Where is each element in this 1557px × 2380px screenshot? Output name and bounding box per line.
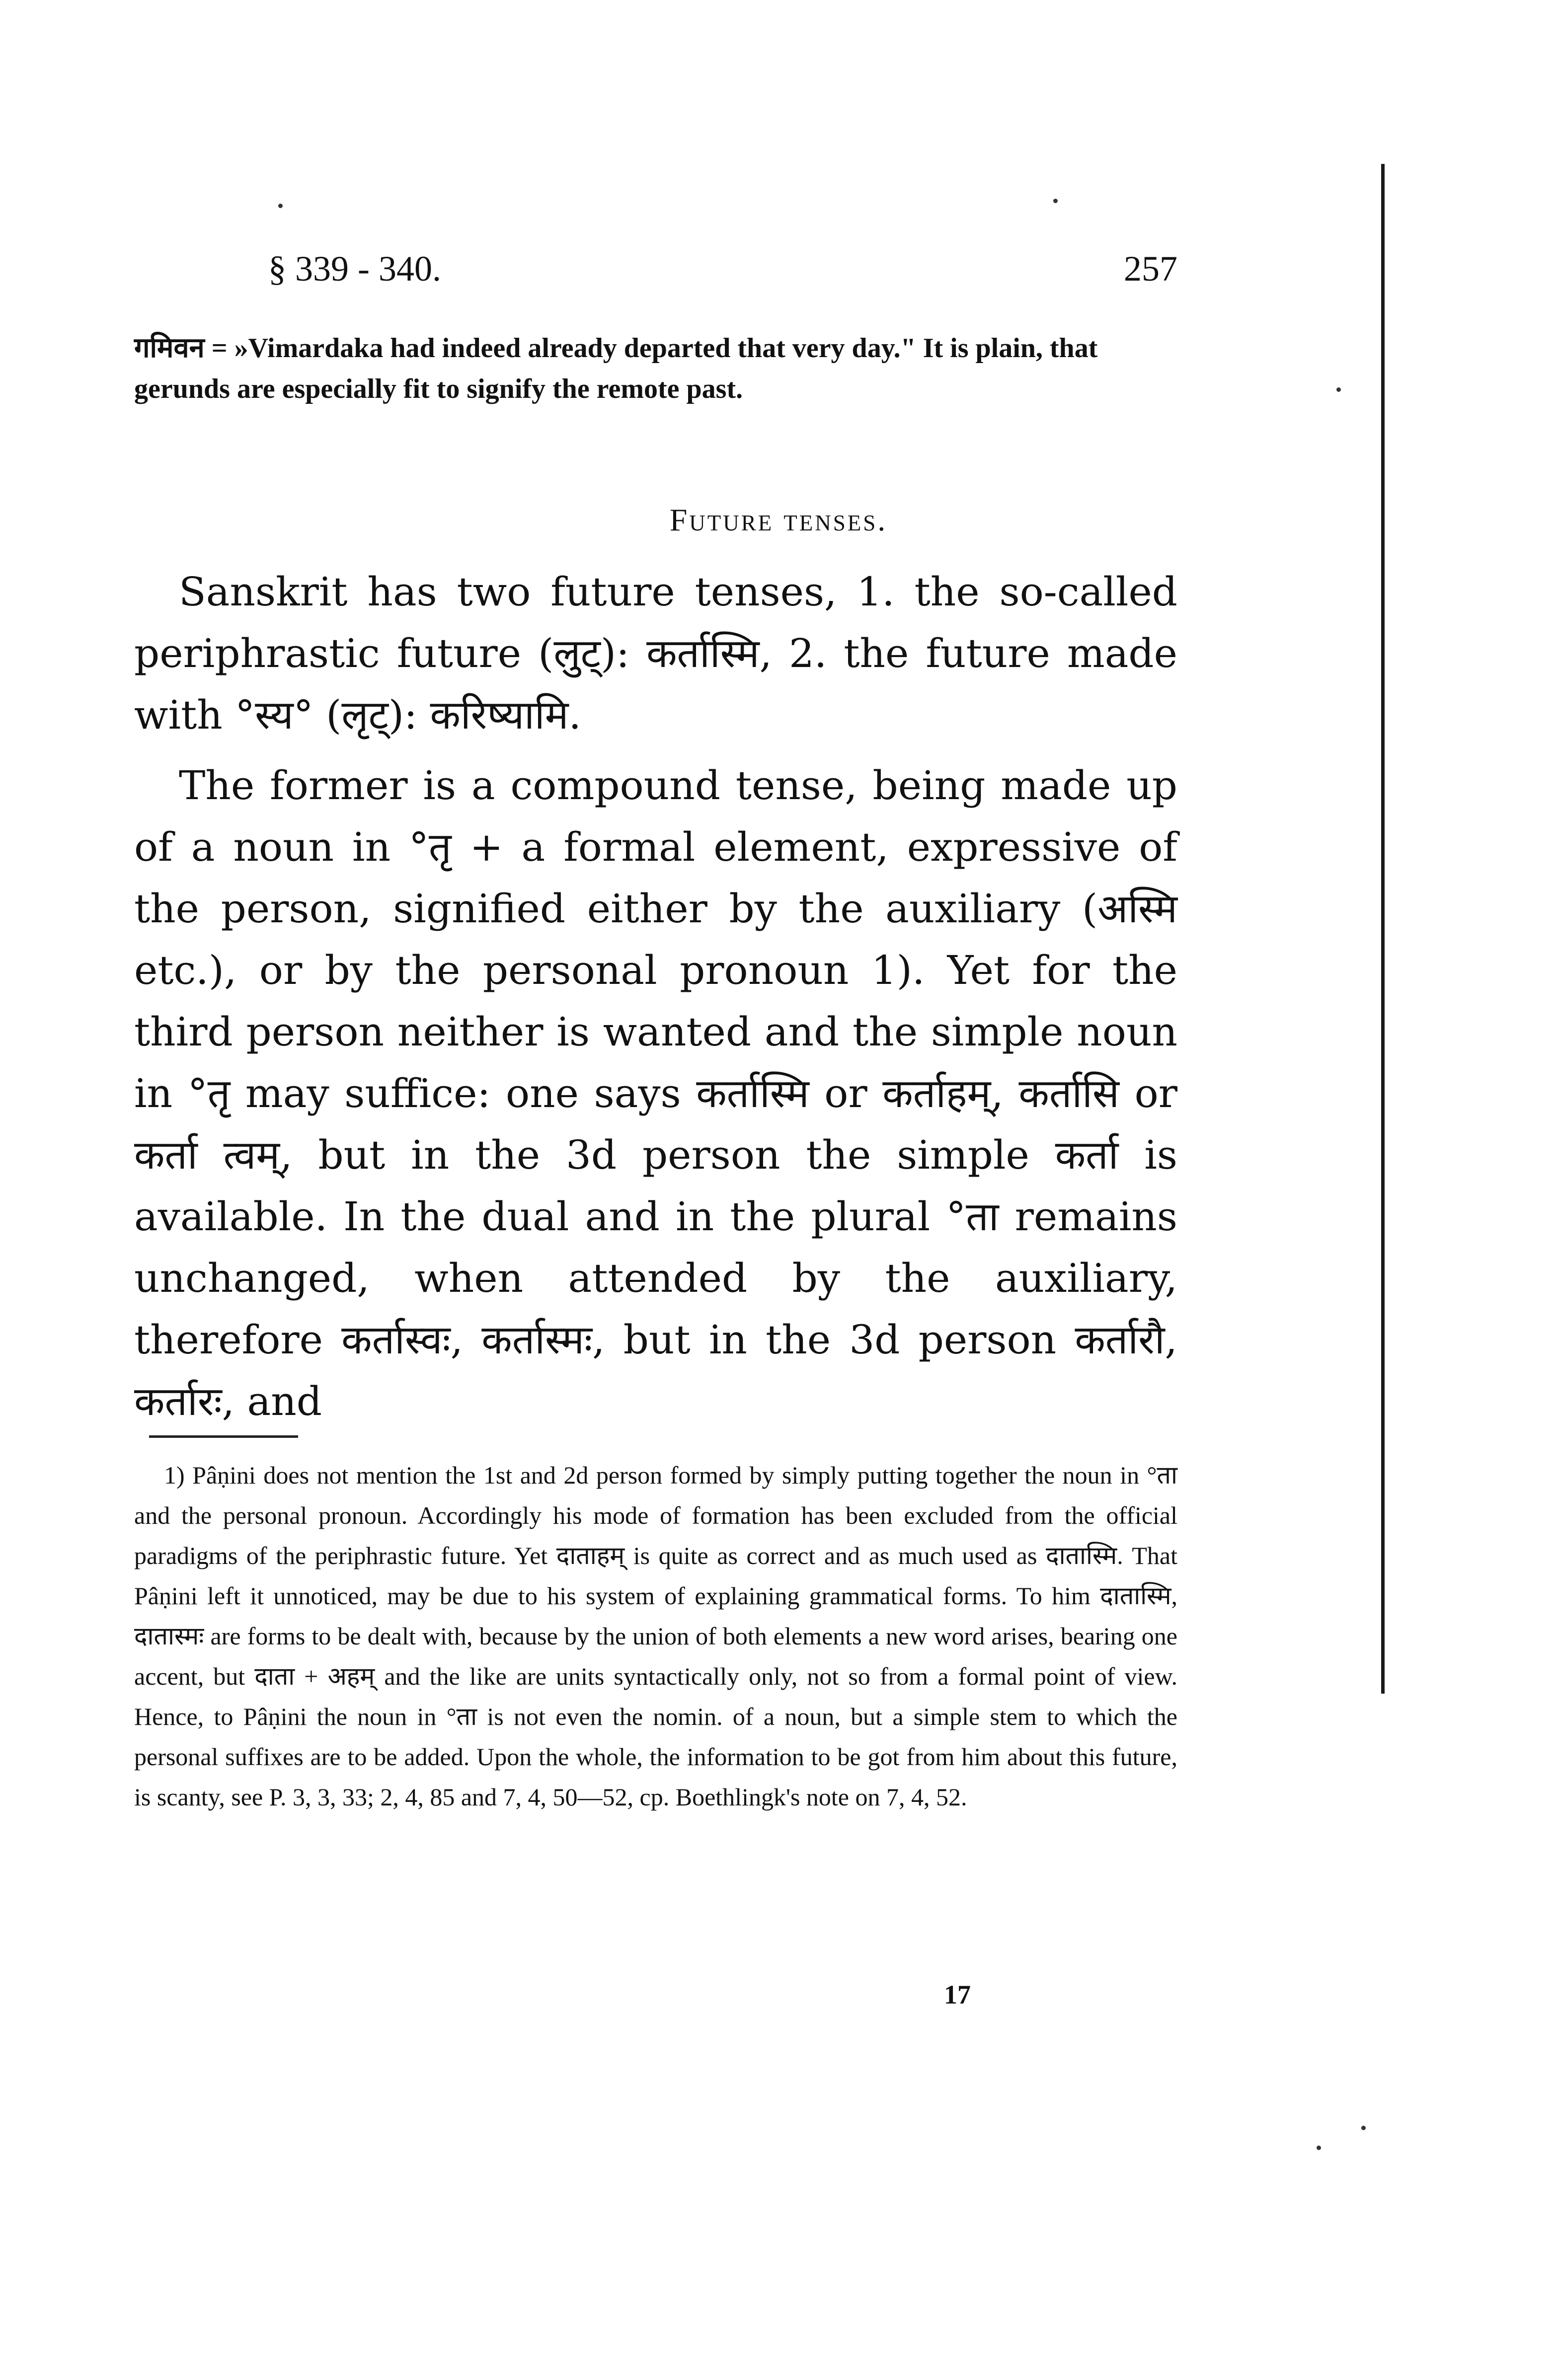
speck (1053, 199, 1058, 203)
speck (1361, 2126, 1366, 2130)
page-number: 257 (1124, 249, 1177, 289)
main-text (134, 561, 1177, 1432)
carry-over-text (134, 328, 1182, 409)
page-edge-line (1381, 164, 1385, 1694)
speck (1317, 2146, 1321, 2150)
paragraph-future-tenses-intro: Sanskrit has two future tenses, 1. the so-called periphrastic future (लुट्): कर्तास्मि, 2. the future made with °स्य° (लृट्): करिष्यामि. (134, 569, 1177, 738)
footnote-rule (149, 1435, 298, 1438)
signature-mark: 17 (944, 1980, 971, 2009)
section-heading: Future tenses. (669, 502, 888, 537)
speck (1336, 387, 1341, 392)
paragraph-periphrastic-future: The former is a compound tense, being made up of a noun in °तृ + a formal element, expressive of the person, signified either by the auxiliary (अस्मि etc.), or by the personal pronoun 1). Yet for the third person neither is wanted and the simple noun in °तृ may suffice: one says कर्तास्मि or कर्ताहम्, कर्तासि or कर्ता त्वम्, but in the 3d person the simple कर्ता is available. In the dual and in the plural °ता remains unchanged, when attended by the auxiliary, therefore कर्तास्वः, कर्तास्मः, but in the 3d person कर्तारौ, कर्तारः, and (134, 762, 1177, 1424)
footnote-text: 1) Pâṇini does not mention the 1st and 2d person formed by simply putting together the noun in °ता and the personal pronoun. Accordingly his mode of formation has been excluded from the official paradigms of the periphrastic future. Yet दाताहम् is quite as correct and as much used as दातास्मि. That Pâṇini left it unnoticed, may be due to his system of explaining grammatical forms. To him दातास्मि, दातास्मः are forms to be dealt with, because by the union of both elements a new word arises, bearing one accent, but दाता + अहम् and the like are units syntactically only, not so from a formal point of view. Hence, to Pâṇini the noun in °ता is not even the nomin. of a noun, but a simple stem to which the personal suffixes are to be added. Upon the whole, the information to be got from him about this future, is scanty, see P. 3, 3, 33; 2, 4, 85 and 7, 4, 50—52, cp. Boethlingk's note on 7, 4, 52. (134, 1461, 1177, 1811)
footnote (134, 1455, 1177, 1817)
carry-over-paragraph: गमिवन = »Vimardaka had indeed already departed that very day." It is plain, that gerunds are especially fit to signify the remote past. (134, 333, 1098, 404)
running-header (268, 248, 1177, 293)
speck (278, 204, 283, 208)
section-reference: § 339 - 340. (268, 249, 441, 289)
